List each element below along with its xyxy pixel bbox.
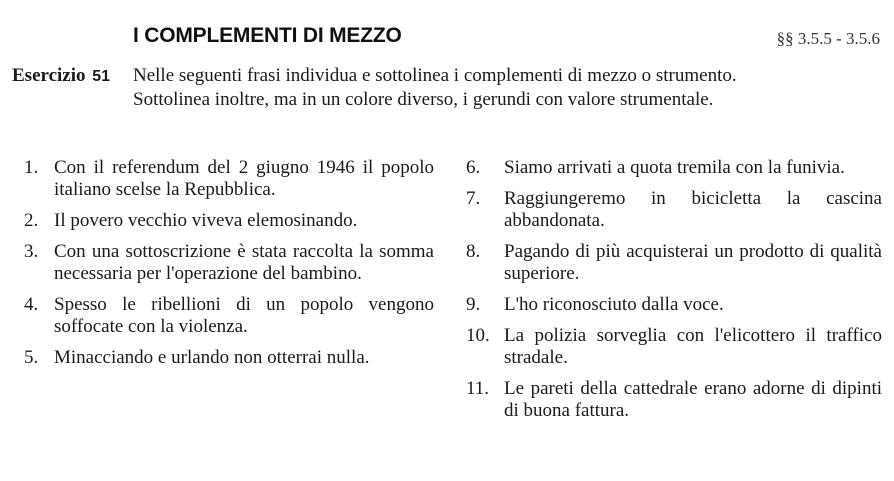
sentence-number: 2. (24, 210, 39, 231)
sentence-number: 9. (466, 294, 481, 315)
section-reference: §§ 3.5.5 - 3.5.6 (776, 29, 880, 48)
sentence-item (466, 241, 882, 285)
sentence-text: La polizia sorveglia con l'elicottero il traffico stradale. (504, 325, 882, 368)
sentence-item (466, 378, 882, 422)
sentence-text: Siamo arrivati a quota tremila con la funivia. (504, 157, 845, 178)
sentence-number: 4. (24, 294, 39, 315)
sentence-number: 7. (466, 188, 481, 209)
sentence-text: Con una sottoscrizione è stata raccolta la somma necessaria per l'operazione del bambino. (54, 241, 434, 284)
sentence-item (466, 294, 882, 316)
sentence-text: Le pareti della cattedrale erano adorne di dipinti di buona fattura. (504, 378, 882, 421)
sentences-right-column (466, 157, 882, 431)
sentence-text: Raggiungeremo in bicicletta la cascina abbandonata. (504, 188, 882, 231)
exercise-label: Esercizio (12, 65, 86, 86)
sentence-text: Spesso le ribellioni di un popolo vengono soffocate con la violenza. (54, 294, 434, 337)
sentence-item (24, 294, 434, 338)
sentence-text: Con il referendum del 2 giugno 1946 il popolo italiano scelse la Repubblica. (54, 157, 434, 200)
sentences-left-column (24, 157, 434, 378)
sentence-number: 8. (466, 241, 481, 262)
sentence-text: Pagando di più acquisterai un prodotto di qualità superiore. (504, 241, 882, 284)
sentence-item (466, 157, 882, 179)
sentence-text: Il povero vecchio viveva elemosinando. (54, 210, 358, 231)
page-title: I COMPLEMENTI DI MEZZO (133, 24, 402, 47)
exercise-number: 51 (92, 68, 111, 85)
sentence-item (24, 157, 434, 201)
sentence-number: 11. (466, 378, 490, 399)
sentence-text: Minacciando e urlando non otterrai nulla. (54, 347, 370, 368)
sentence-number: 6. (466, 157, 481, 178)
sentence-number: 10. (466, 325, 490, 346)
sentence-item (466, 188, 882, 232)
sentence-item (24, 210, 434, 232)
sentence-item (24, 347, 434, 369)
sentence-number: 5. (24, 347, 39, 368)
exercise-instructions: Nelle seguenti frasi individua e sottolinea i complementi di mezzo o strumento. Sottolinea inoltre, ma in un colore diverso, i gerundi con valore strumentale. (133, 65, 737, 110)
sentence-item (24, 241, 434, 285)
sentence-text: L'ho riconosciuto dalla voce. (504, 294, 724, 315)
sentence-item (466, 325, 882, 369)
sentence-number: 1. (24, 157, 39, 178)
sentence-number: 3. (24, 241, 39, 262)
